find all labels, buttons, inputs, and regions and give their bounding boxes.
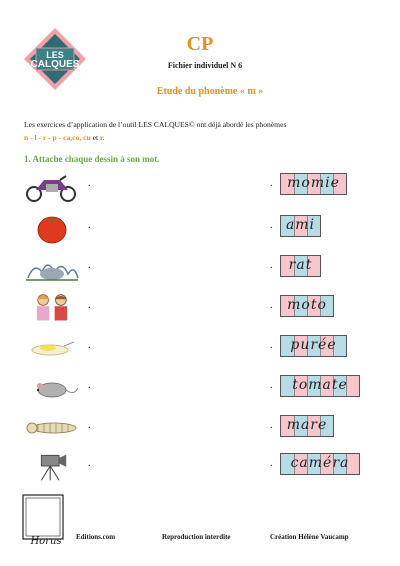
word-text: moto xyxy=(287,297,327,313)
word-card xyxy=(280,295,334,317)
match-dot-right[interactable]: . xyxy=(270,300,273,311)
intro-phonemes: n - l - r - p - ca,co, cu xyxy=(24,133,91,142)
footer-credit: Création Hélène Vaucamp xyxy=(270,533,349,541)
exercise-row xyxy=(0,252,400,284)
tomato-icon xyxy=(24,212,80,244)
word-card xyxy=(280,415,334,437)
match-dot-left[interactable]: . xyxy=(88,300,91,311)
word-card xyxy=(280,375,360,397)
match-dot-left[interactable]: . xyxy=(88,458,91,469)
word-text: mare xyxy=(286,417,328,433)
page-title: CP xyxy=(186,33,214,55)
word-text: momie xyxy=(287,175,340,191)
match-dot-left[interactable]: . xyxy=(88,340,91,351)
puree-icon xyxy=(24,332,80,364)
rat-drawing-icon xyxy=(24,252,80,284)
word-card xyxy=(280,255,321,277)
match-dot-left[interactable]: . xyxy=(88,380,91,391)
word-text: rat xyxy=(288,257,313,273)
exercise-row xyxy=(0,412,400,444)
page-subtitle: Fichier individuel N 6 xyxy=(167,61,243,70)
match-dot-right[interactable]: . xyxy=(270,380,273,391)
match-dot-right[interactable]: . xyxy=(270,458,273,469)
horus-logo-text: Horus xyxy=(30,536,62,547)
logo-wordmark: LES CALQUES xyxy=(30,50,80,70)
intro-last-phoneme: r. xyxy=(100,133,105,142)
mummy-icon xyxy=(24,412,80,444)
match-dot-right[interactable]: . xyxy=(270,220,273,231)
exercise-row xyxy=(0,450,400,482)
exercise-title: 1. Attache chaque dessin à son mot. xyxy=(24,154,160,164)
intro-paragraph xyxy=(24,118,384,144)
match-dot-left[interactable]: . xyxy=(88,420,91,431)
word-card xyxy=(280,173,347,195)
word-card xyxy=(280,215,321,237)
intro-text: Les exercices d’application de l’outil LES CALQUES© ont déjà abordé les phonèmes xyxy=(24,120,287,129)
match-dot-left[interactable]: . xyxy=(88,220,91,231)
word-text: purée xyxy=(290,337,337,353)
children-icon xyxy=(24,292,80,324)
mouse-icon xyxy=(24,372,80,404)
match-dot-right[interactable]: . xyxy=(270,420,273,431)
exercise-row xyxy=(0,170,400,202)
footer-publisher: Editions.com xyxy=(76,533,116,541)
lesson-heading: Etude du phonème « m » xyxy=(156,86,264,97)
word-card xyxy=(280,453,360,475)
match-dot-left[interactable]: . xyxy=(88,260,91,271)
word-text: ami xyxy=(285,217,316,233)
intro-joiner: et xyxy=(90,133,100,142)
exercise-row xyxy=(0,372,400,404)
match-dot-right[interactable]: . xyxy=(270,178,273,189)
match-dot-left[interactable]: . xyxy=(88,178,91,189)
word-text: tomate xyxy=(292,377,348,393)
footer-rights: Reproduction interdite xyxy=(162,533,231,541)
exercise-row xyxy=(0,212,400,244)
word-text: caméra xyxy=(290,455,350,471)
horus-logo xyxy=(21,493,71,541)
exercise-row xyxy=(0,292,400,324)
word-card xyxy=(280,335,347,357)
match-dot-right[interactable]: . xyxy=(270,260,273,271)
camera-icon xyxy=(24,450,80,482)
motorbike-icon xyxy=(24,170,80,202)
match-dot-right[interactable]: . xyxy=(270,340,273,351)
exercise-row xyxy=(0,332,400,364)
